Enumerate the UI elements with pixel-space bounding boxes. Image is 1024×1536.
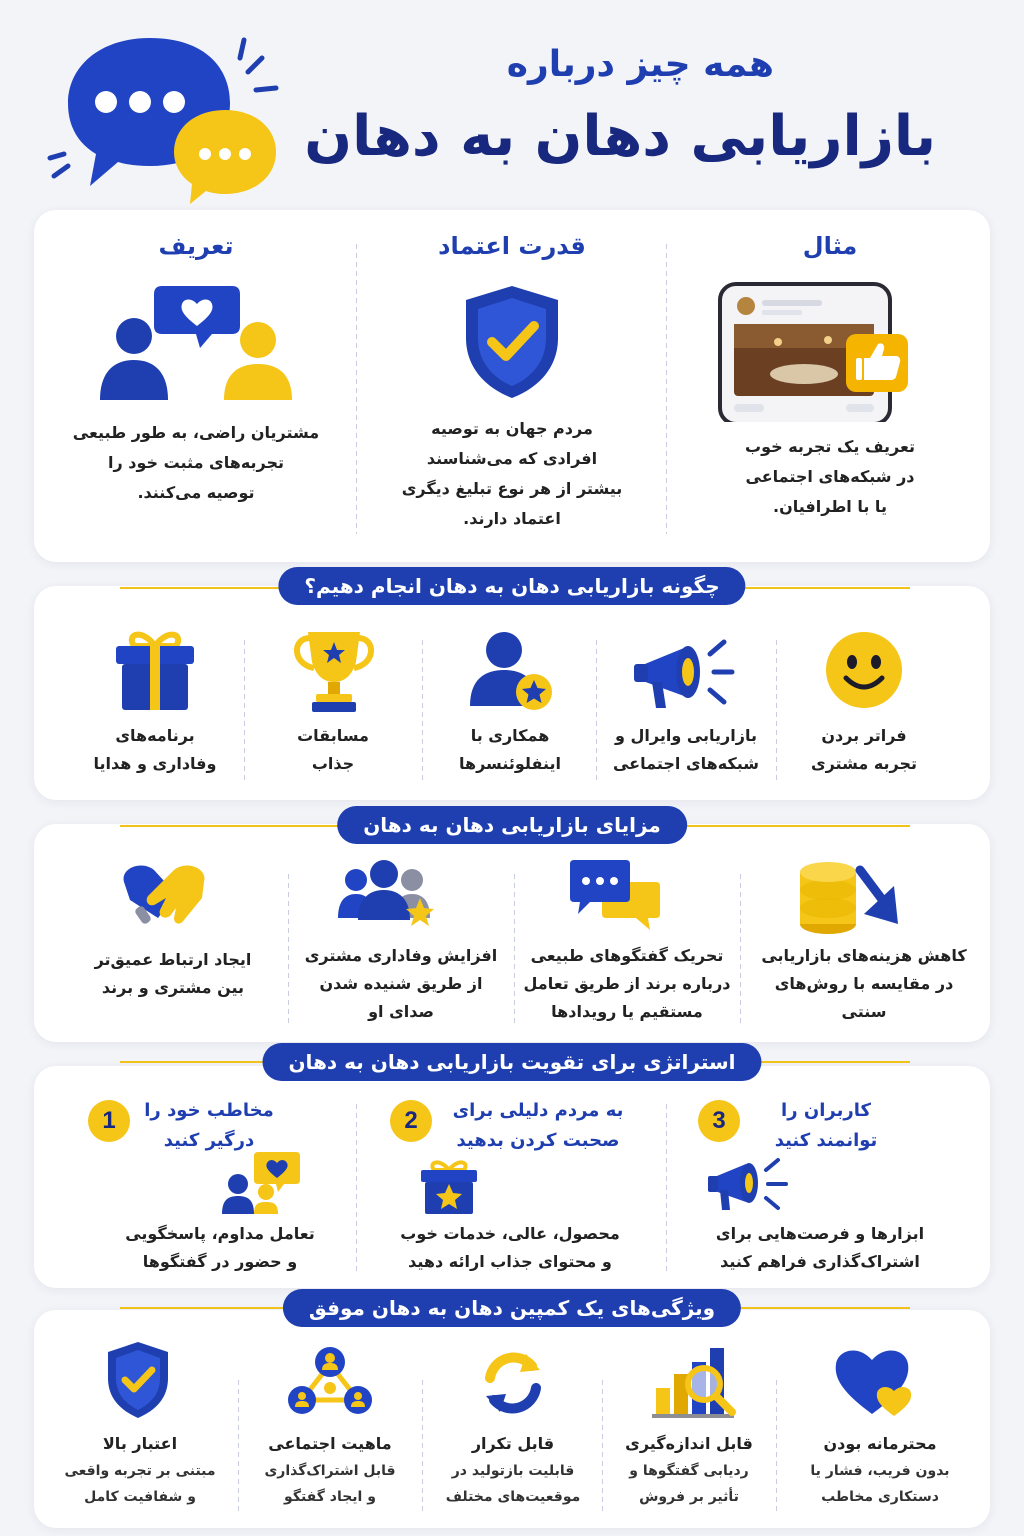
feature-text-line: و شفافیت کامل xyxy=(84,1489,196,1505)
strategy-text-line: تعامل مداوم، پاسخگویی xyxy=(125,1224,315,1243)
divider xyxy=(288,874,289,1024)
divider xyxy=(666,244,667,534)
how-item-line: بازاریابی وایرال و xyxy=(615,726,757,745)
intro-text-line: توصیه می‌کنند. xyxy=(137,483,255,502)
feature-text-line: بدون فریب، فشار یا xyxy=(810,1463,950,1479)
gift-star-icon xyxy=(418,1156,480,1216)
divider xyxy=(776,640,777,780)
intro-heading-trust: قدرت اعتماد xyxy=(438,232,586,260)
divider xyxy=(740,874,741,1024)
strategy-text-line: ابزارها و فرصت‌هایی برای xyxy=(715,1224,925,1243)
feature-title: ماهیت اجتماعی xyxy=(268,1434,392,1453)
step-number-3: 3 xyxy=(698,1100,740,1142)
intro-text-line: اعتماد دارند. xyxy=(463,509,561,528)
step-number-1: 1 xyxy=(88,1100,130,1142)
influencer-star-icon xyxy=(466,628,556,714)
how-item-influencers xyxy=(428,722,592,778)
megaphone-icon xyxy=(632,632,736,716)
strategy-heading-line: مخاطب خود را xyxy=(144,1100,274,1121)
how-item-line: جذاب xyxy=(311,754,355,773)
chat-bubbles-icon xyxy=(568,858,662,932)
divider xyxy=(422,640,423,780)
how-item-customer-experience xyxy=(782,722,946,778)
benefit-cost-reduction xyxy=(744,942,984,1026)
how-item-loyalty xyxy=(72,722,238,778)
features-section-title: ویژگی‌های یک کمپین دهان به دهان موفق xyxy=(283,1289,741,1327)
phone-thumbs-up-icon xyxy=(718,282,918,422)
strategy-heading-empower xyxy=(744,1096,908,1156)
feature-title: قابل تکرار xyxy=(471,1434,555,1453)
how-item-line: فراتر بردن xyxy=(821,726,907,745)
feature-title: محترمانه بودن xyxy=(823,1434,937,1453)
feature-text-line: و ایجاد گفتگو xyxy=(284,1489,376,1505)
how-item-line: مسابقات xyxy=(297,726,369,745)
benefits-section-title: مزایای بازاریابی دهان به دهان xyxy=(337,806,687,844)
feature-measurable xyxy=(606,1430,772,1510)
benefit-line: کاهش هزینه‌های بازاریابی xyxy=(761,946,967,965)
strategy-section-title: استراتژی برای تقویت بازاریابی دهان به دهان xyxy=(262,1043,761,1081)
intro-column-trust xyxy=(362,232,662,260)
intro-text-definition xyxy=(46,418,346,508)
title-line-2: بازاریابی دهان به دهان xyxy=(304,104,936,169)
gift-icon xyxy=(112,626,198,712)
benefit-line: صدای او xyxy=(368,1002,434,1021)
benefit-line: بین مشتری و برند xyxy=(101,978,245,997)
feature-text-line: ردیابی گفتگوها و xyxy=(629,1463,749,1479)
header-chat-icons xyxy=(40,28,290,208)
strategy-heading-line: کاربران را xyxy=(781,1100,871,1121)
divider xyxy=(238,1380,239,1514)
feature-text-line: تأثیر بر فروش xyxy=(639,1489,739,1505)
how-section-title: چگونه بازاریابی دهان به دهان انجام دهیم؟ xyxy=(278,567,745,605)
feature-text-line: قابلیت بازتولید در xyxy=(451,1463,575,1479)
how-item-line: همکاری با xyxy=(470,726,550,745)
strategy-text-empower xyxy=(690,1220,950,1276)
step-number-2: 2 xyxy=(390,1100,432,1142)
strategy-text-line: و حضور در گفتگوها xyxy=(142,1252,298,1271)
feature-credibility xyxy=(48,1430,232,1510)
intro-text-example xyxy=(680,432,980,522)
intro-text-line: یا با اطرافیان. xyxy=(773,497,887,516)
strategy-text-line: اشتراک‌گذاری فراهم کنید xyxy=(720,1252,920,1271)
divider xyxy=(602,1380,603,1514)
strategy-heading-reason xyxy=(428,1096,648,1156)
refresh-icon xyxy=(478,1348,548,1418)
benefit-line: مستقیم یا رویدادها xyxy=(551,1002,703,1021)
feature-text-line: قابل اشتراک‌گذاری xyxy=(264,1463,396,1479)
feature-respectful xyxy=(782,1430,978,1510)
divider xyxy=(356,1104,357,1274)
strategy-heading-line: به مردم دلیلی برای xyxy=(452,1100,624,1121)
divider xyxy=(666,1104,667,1274)
people-heart-icon xyxy=(96,282,296,402)
user-chat-heart-icon xyxy=(222,1150,300,1216)
intro-text-trust xyxy=(362,414,662,534)
strategy-text-line: محصول، عالی، خدمات خوب xyxy=(400,1224,620,1243)
chart-magnifier-icon xyxy=(652,1344,740,1420)
benefit-loyalty xyxy=(292,942,510,1026)
feature-social xyxy=(244,1430,416,1510)
shield-check-icon xyxy=(460,282,564,402)
group-star-icon xyxy=(336,858,436,930)
intro-text-line: مردم جهان به توصیه xyxy=(431,419,593,438)
benefit-line: افزایش وفاداری مشتری xyxy=(304,946,498,965)
feature-text-line: دستکاری مخاطب xyxy=(821,1489,939,1505)
handshake-icon xyxy=(118,860,210,932)
megaphone-icon xyxy=(706,1156,790,1214)
how-item-line: وفاداری و هدایا xyxy=(93,754,217,773)
trophy-icon xyxy=(290,628,378,714)
intro-text-line: بیشتر از هر نوع تبلیغ دیگری xyxy=(401,479,623,498)
intro-column-definition xyxy=(46,232,346,260)
how-item-line: برنامه‌های xyxy=(115,726,195,745)
strategy-text-line: و محتوای جذاب ارائه دهید xyxy=(408,1252,612,1271)
intro-heading-example: مثال xyxy=(802,232,858,260)
divider xyxy=(422,1380,423,1514)
benefit-line: تحریک گفتگوهای طبیعی xyxy=(530,946,724,965)
benefit-line: درباره برند از طریق تعامل xyxy=(523,974,731,993)
feature-title: اعتبار بالا xyxy=(102,1434,178,1453)
how-item-line: شبکه‌های اجتماعی xyxy=(612,754,759,773)
social-network-icon xyxy=(286,1344,374,1418)
title-line-1: همه چیز درباره xyxy=(506,44,774,85)
benefit-line: سنتی xyxy=(841,1002,887,1021)
strategy-heading-line: درگیر کنید xyxy=(163,1130,255,1151)
strategy-heading-line: توانمند کنید xyxy=(774,1130,878,1151)
how-item-line: اینفلوئنسرها xyxy=(459,754,561,773)
intro-text-line: تجربه‌های مثبت خود را xyxy=(107,453,285,472)
strategy-text-engage xyxy=(90,1220,350,1276)
benefit-connection xyxy=(62,946,284,1002)
feature-repeatable xyxy=(428,1430,598,1510)
intro-heading-definition: تعریف xyxy=(158,232,234,260)
intro-column-example xyxy=(680,232,980,260)
intro-text-line: افرادی که می‌شناسند xyxy=(426,449,598,468)
feature-text-line: مبتنی بر تجربه واقعی xyxy=(64,1463,216,1479)
shield-check-icon xyxy=(104,1340,172,1420)
benefit-line: از طریق شنیده شدن xyxy=(319,974,483,993)
how-item-viral xyxy=(600,722,772,778)
how-item-contests xyxy=(250,722,416,778)
intro-text-line: مشتریان راضی، به طور طبیعی xyxy=(72,423,320,442)
divider xyxy=(596,640,597,780)
divider xyxy=(356,244,357,534)
feature-title: قابل اندازه‌گیری xyxy=(625,1434,753,1453)
benefit-line: ایجاد ارتباط عمیق‌تر xyxy=(94,950,252,969)
how-item-line: تجربه مشتری xyxy=(810,754,918,773)
feature-text-line: موقعیت‌های مختلف xyxy=(445,1489,581,1505)
benefit-line: در مقایسه با روش‌های xyxy=(774,974,954,993)
divider xyxy=(244,640,245,780)
coins-down-arrow-icon xyxy=(798,858,906,938)
intro-text-line: تعریف یک تجربه خوب xyxy=(745,437,915,456)
intro-text-line: در شبکه‌های اجتماعی xyxy=(745,467,915,486)
divider xyxy=(776,1380,777,1514)
heart-icon xyxy=(832,1344,916,1418)
benefit-natural-conversations xyxy=(518,942,736,1026)
strategy-heading-line: صحبت کردن بدهید xyxy=(456,1130,620,1151)
strategy-text-reason xyxy=(380,1220,640,1276)
smiley-icon xyxy=(822,628,906,712)
divider xyxy=(514,874,515,1024)
strategy-heading-engage xyxy=(134,1096,284,1156)
